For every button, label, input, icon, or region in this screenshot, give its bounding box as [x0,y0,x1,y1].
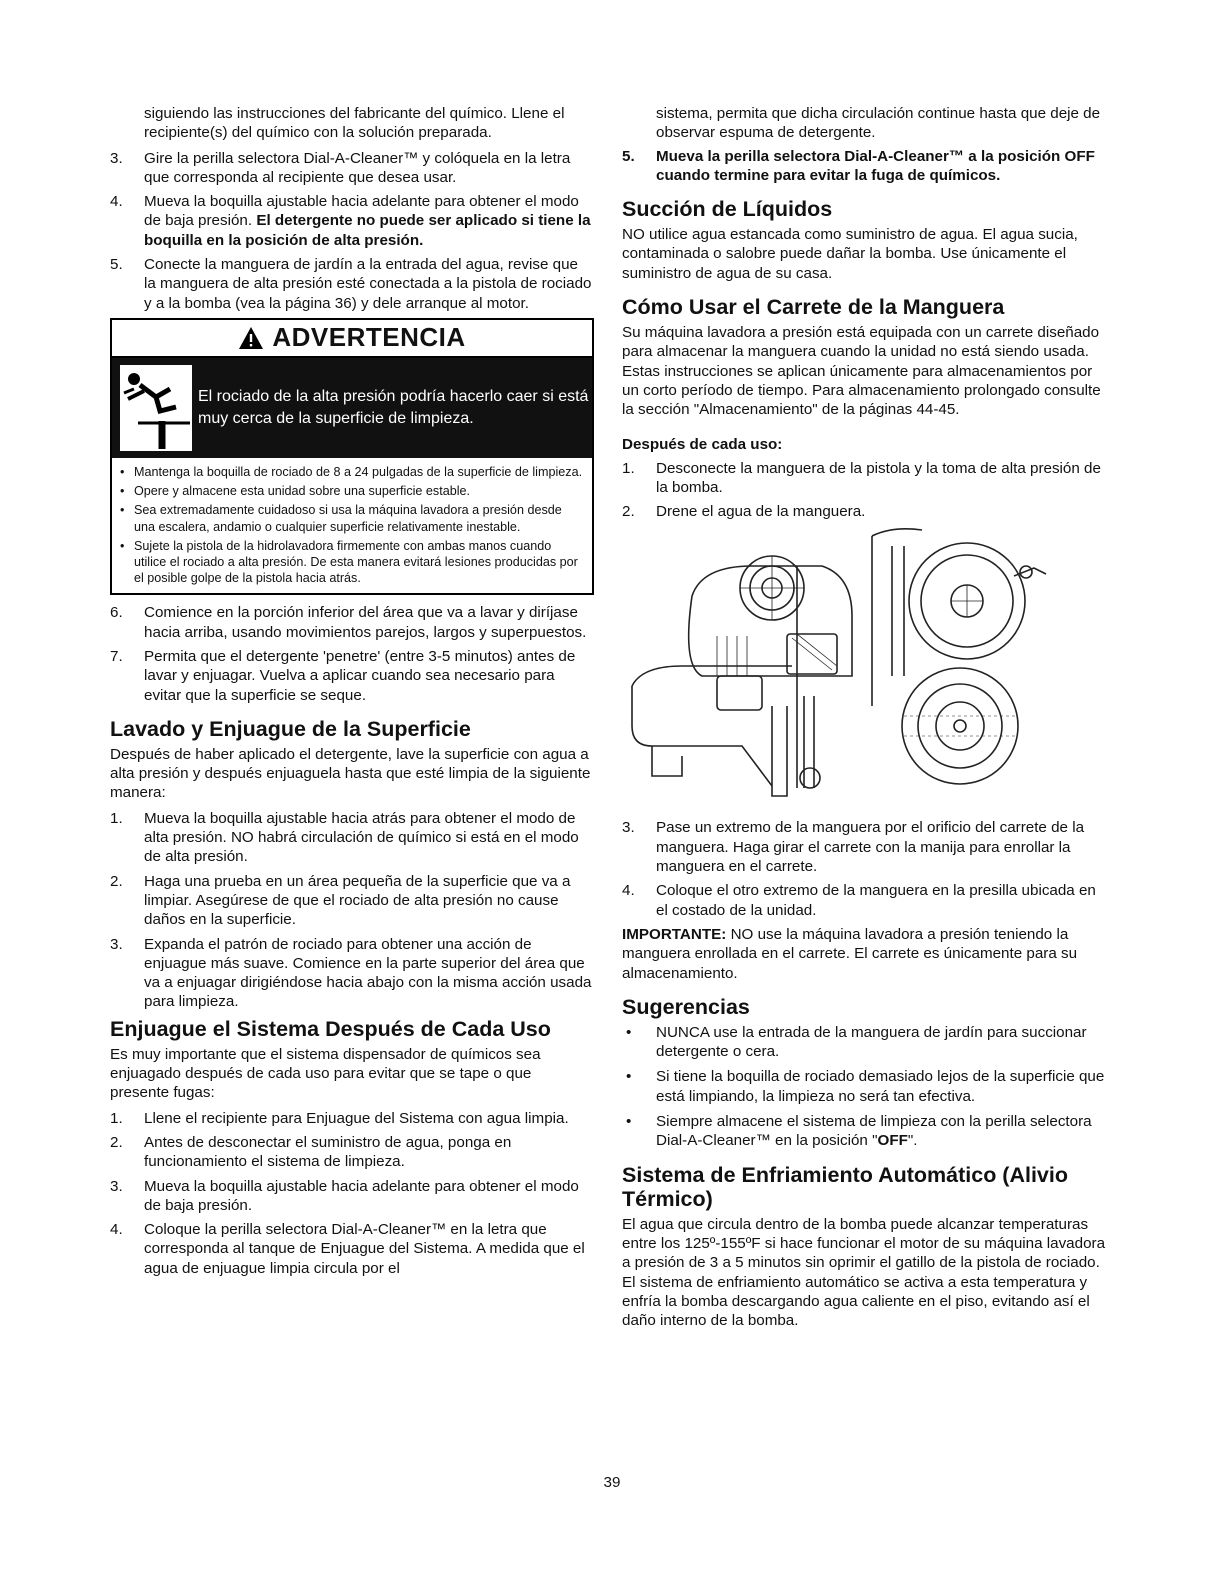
list-item: • Si tiene la boquilla de rociado demasiado lejos de la superficie que está limpiando, la limpieza no será tan efectiva. [626,1068,1105,1105]
step-text: Pase un extremo de la manguera por el orificio del carrete de la manguera. Haga girar el carrete con la manija para enrollar la manguera en el carrete. [656,819,1085,876]
lavado-intro: Después de haber aplicado el detergente, lave la superficie con agua a alta presión y después enjuaguela hasta que esté limpia de la siguiente manera: [110,745,591,802]
step-number: 4. [110,193,123,211]
heading-despues: Después de cada uso: [622,435,783,453]
step-text: Mueva la boquilla ajustable hacia adelante para obtener el modo de baja presión. El detergente no puede ser aplicado si tiene la boquilla en la posición de alta presión. [144,193,591,249]
step-number: 4. [110,1221,123,1239]
heading-carrete: Cómo Usar el Carrete de la Manguera [622,295,1005,320]
list-item [110,809,594,867]
page-number: 39 [603,1474,621,1491]
list-item [110,1109,594,1128]
list-item [110,192,594,250]
enjuague-steps-list [110,1109,594,1278]
list-item [110,149,594,188]
list-item: • NUNCA use la entrada de la manguera de jardín para succionar detergente o cera. [622,1023,1106,1062]
steps-list-a [110,149,594,313]
heading-enfriamiento: Sistema de Enfriamiento Automático (Alivio Térmico) [622,1162,1068,1211]
list-item: • Opere y almacene esta unidad sobre una superficie estable. [120,484,471,499]
step-bold-text: El detergente no puede ser aplicado si tiene la boquilla en la posición de alta presión. [144,212,591,249]
heading-enjuague: Enjuague el Sistema Después de Cada Uso [110,1016,551,1041]
step-text: Comience en la porción inferior del área que va a lavar y diríjase hacia arriba, usando movimientos parejos, largos y superpuestos. [144,604,587,641]
heading-succion: Succión de Líquidos [622,197,833,222]
warning-bullets [112,458,592,593]
bullet-text: Mantenga la boquilla de rociado de 8 a 24 pulgadas de la superficie de limpieza. [134,464,583,479]
warning-triangle-icon [238,326,264,350]
list-item [110,1133,594,1172]
step-text: Conecte la manguera de jardín a la entrada del agua, revise que la manguera de alta presión esté conectada a la pistola de rociado y a la bomba (vea la página 36) y dele arranque al motor. [144,256,592,312]
steps-list-b [110,603,594,704]
list-item: • Mantenga la boquilla de rociado de 8 a 24 pulgadas de la superficie de limpieza. [120,464,583,479]
step-text: Llene el recipiente para Enjuague del Sistema con agua limpia. [144,1109,569,1127]
importante-label: IMPORTANTE: [622,925,727,943]
importante-text: NO use la máquina lavadora a presión teniendo la manguera enrollada en el carrete. El carrete es únicamente para su almacenamiento. [622,925,1078,982]
sugerencia-text: Siempre almacene el sistema de limpieza con la perilla selectora Dial-A-Cleaner™ en la posición "OFF". [656,1113,1092,1150]
bullet-text: NUNCA use la entrada de la manguera de jardín para succionar detergente o cera. [656,1023,1087,1061]
step-number: 3. [110,149,123,167]
bullet-text: Opere y almacene esta unidad sobre una superficie estable. [134,484,471,499]
step-text: Antes de desconectar el suministro de agua, ponga en funcionamiento el sistema de limpieza. [144,1133,512,1171]
succion-text: NO utilice agua estancada como suministro de agua. El agua sucia, contaminada o salobre puede dañar la bomba. Use únicamente el suministro de agua de su casa. [622,226,1078,282]
step-number: 5. [110,256,123,274]
list-item [110,872,594,930]
bullet-text: Sujete la pistola de la hidrolavadora firmemente con ambas manos cuando utilice el rociado a alta presión. De esta manera evitará lesiones producidas por el posible golpe de la pistola hacia atrás. [134,538,578,586]
step-number: 2. [622,503,635,521]
heading-lavado: Lavado y Enjuague de la Superficie [110,716,471,741]
step-text: Mueva la boquilla ajustable hacia atrás para obtener el modo de alta presión. NO habrá circulación de químico si está en el modo de alta presión. [144,809,579,866]
enjuague-intro: Es muy importante que el sistema dispensador de químicos sea enjuagado después de cada uso para evitar que se tape o que presente fugas: [110,1045,541,1102]
list-item [110,255,594,313]
rinse-continued-text: sistema, permita que dicha circulación continue hasta que deje de observar espuma de detergente. [656,105,1101,142]
despues-steps-list-b [622,818,1106,919]
pressure-washer-illustration [622,526,1106,810]
list-item: • Sujete la pistola de la hidrolavadora firmemente con ambas manos cuando utilice el rociado a alta presión. De esta manera evitará lesiones producidas por el posible golpe de la pistola hacia atrás. [120,538,584,587]
step-number: 3. [110,935,123,953]
heading-sugerencias: Sugerencias [622,994,750,1019]
step-number: 4. [622,882,635,900]
left-column [110,104,594,1283]
step-text: Expanda el patrón de rociado para obtener una acción de enjuague más suave. Comience en la parte superior del área que va a enjuagar dirigiéndose hacia abajo con la misma acción usada para limpieza. [144,935,592,1011]
list-item [622,502,1106,521]
sugerencias-list [622,1023,1106,1106]
step-number: 2. [110,872,123,890]
list-item [622,881,1106,920]
importante-note [622,925,1106,983]
list-item [110,1220,594,1278]
warning-band [112,358,592,458]
step-text: Permita que el detergente 'penetre' (entre 3-5 minutos) antes de lavar y enjuagar. Vuelva a aplicar cuando sea necesario para evitar que la superficie se seque. [144,647,576,704]
step-number: 3. [110,1177,123,1195]
warning-band-text: El rociado de la alta presión podría hacerlo caer si está muy cerca de la superficie de limpieza. [198,387,589,427]
step-number: 1. [622,459,635,477]
intro-text: siguiendo las instrucciones del fabricante del químico. Llene el recipiente(s) del químico con la solución preparada. [144,105,565,142]
list-item [110,1177,594,1216]
bullet-text: Si tiene la boquilla de rociado demasiado lejos de la superficie que está limpiando, la limpieza no será tan efectiva. [656,1068,1105,1105]
lavado-steps-list [110,809,594,1012]
step-text: Mueva la boquilla ajustable hacia adelante para obtener el modo de baja presión. [144,1177,579,1214]
step-text: Desconecte la manguera de la pistola y la toma de alta presión de la bomba. [656,459,1101,496]
despues-steps-list-a [622,459,1106,522]
list-item [622,147,1106,186]
step-text: Gire la perilla selectora Dial-A-Cleaner™ y colóquela en la letra que corresponda al recipiente que desea usar. [144,149,571,186]
list-item [110,603,594,642]
carrete-text: Su máquina lavadora a presión está equipada con un carrete diseñado para almacenar la manguera cuando la unidad no está siendo usada. Estas instrucciones se aplican únicamente para almacenamientos por un corto período de tiempo. Para almacenamiento prolongado consulte la sección "Almacenamiento" de la páginas 44-45. [622,324,1101,419]
warning-box [110,318,594,595]
right-column [622,104,1106,1340]
step-number: 7. [110,647,123,665]
list-item: • Siempre almacene el sistema de limpieza con la perilla selectora Dial-A-Cleaner™ en la posición "OFF". [622,1112,1106,1151]
step-number: 6. [110,604,123,622]
slip-fall-hazard-icon [120,365,192,451]
step-text: Drene el agua de la manguera. [656,503,866,521]
step-text: Coloque la perilla selectora Dial-A-Cleaner™ en la letra que corresponda al tanque de Enjuague del Sistema. A medida que el agua de enjuague limpia circula por el [144,1221,585,1277]
list-item: • Sea extremadamente cuidadoso si usa la máquina lavadora a presión desde una escalera, andamio o cualquier superficie relativamente inestable. [120,502,584,534]
bullet-text: Sea extremadamente cuidadoso si usa la máquina lavadora a presión desde una escalera, andamio o cualquier superficie relativamente inestable. [134,503,562,534]
list-item [622,818,1106,876]
step-number: 5. [622,147,635,165]
step-number: 2. [110,1133,123,1151]
list-item [110,935,594,1012]
warning-title: ADVERTENCIA [272,322,466,353]
enfriamiento-text: El agua que circula dentro de la bomba puede alcanzar temperaturas entre los 125º-155ºF si hace funcionar el motor de su máquina lavadora a presión de 3 a 5 minutos sin oprimir el gatillo de la pistola de rociado. El sistema de enfriamiento automático se activa a esta temperatura y enfría la bomba descargando agua caliente en el piso, evitando así el daño interno de la bomba. [622,1215,1106,1330]
step-number: 1. [110,1109,123,1127]
warning-title-bar [112,320,592,358]
step-number: 3. [622,819,635,837]
list-item [110,647,594,705]
step-text: Coloque el otro extremo de la manguera en la presilla ubicada en el costado de la unidad. [656,882,1096,919]
step-text: Haga una prueba en un área pequeña de la superficie que va a limpiar. Asegúrese de que el rociado de alta presión no cause daños en la superficie. [144,872,571,929]
step-text: Mueva la perilla selectora Dial-A-Cleaner™ a la posición OFF cuando termine para evitar la fuga de químicos. [656,147,1095,184]
step-number: 1. [110,809,123,827]
list-item [622,459,1106,498]
